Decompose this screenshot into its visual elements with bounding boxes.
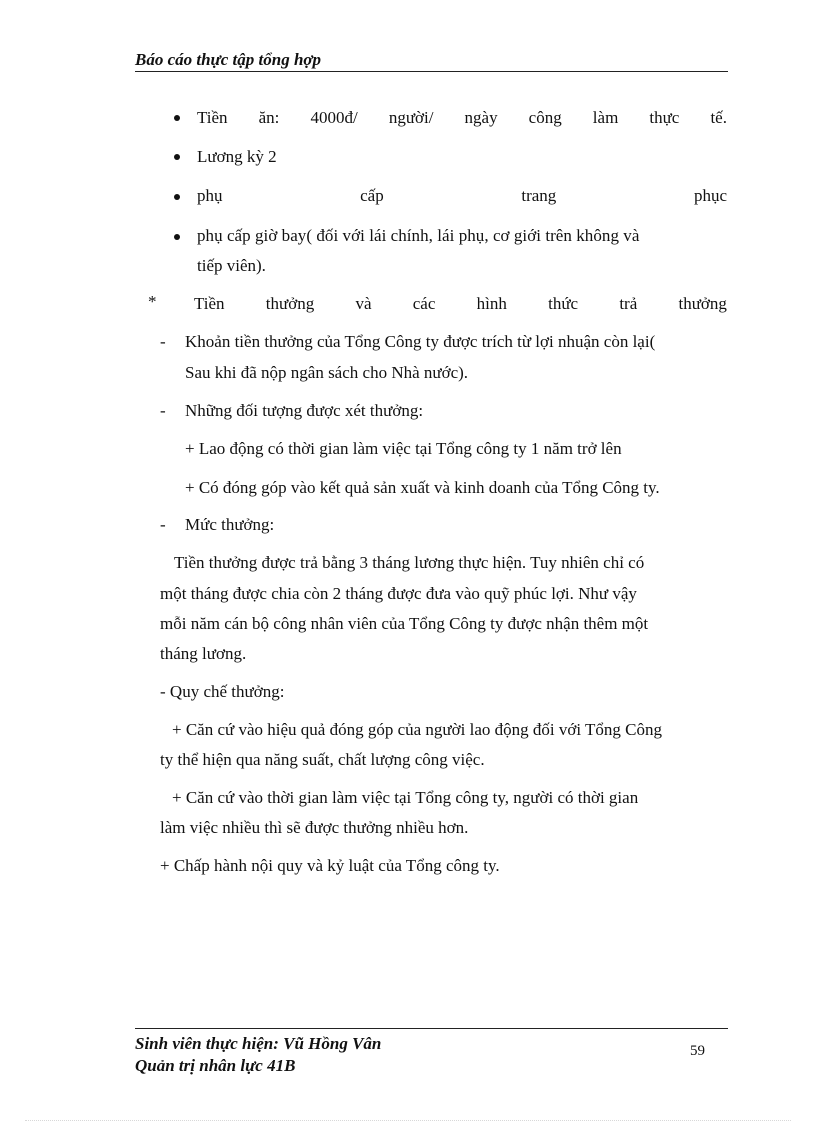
word: làm [592,108,619,127]
page-edge-divider [25,1120,791,1121]
word: phục [693,186,727,205]
dash-marker: - [160,515,166,534]
bullet-item-uniform [197,186,727,206]
bullet-dot-icon [174,154,180,160]
dash-item-bonus-level: Mức thưởng: [185,515,275,534]
bullet-item-flight-allowance-cont: tiếp viên). [197,256,266,275]
word: các [412,294,436,313]
bonus-rules-title: - Quy chế thưởng: [160,682,285,701]
paragraph-line: tháng lương. [160,644,247,663]
word: ăn: [258,108,280,127]
dash-marker: - [160,332,166,351]
bullet-dot-icon [174,194,180,200]
rule-item-efficiency: + Căn cứ vào hiệu quả đóng góp của người lao động đối với Tổng Công [172,720,662,739]
rule-item-discipline: + Chấp hành nội quy và kỷ luật của Tổng công ty. [160,856,500,875]
word: người/ [388,108,434,127]
bullet-dot-icon [174,234,180,240]
footer-student: Sinh viên thực hiện: Vũ Hồng Vân [135,1034,382,1053]
section-heading [194,294,727,314]
paragraph-line: mỗi năm cán bộ công nhân viên của Tổng Công ty được nhận thêm một [160,614,649,633]
paragraph-line: một tháng được chia còn 2 tháng được đưa vào quỹ phúc lợi. Như vậy [160,584,637,603]
bullet-item-flight-allowance: phụ cấp giờ bay( đối với lái chính, lái phụ, cơ giới trên không và [197,226,640,245]
rule-item-tenure: + Căn cứ vào thời gian làm việc tại Tổng công ty, người có thời gian [172,788,639,807]
plus-item-tenure: + Lao động có thời gian làm việc tại Tổng công ty 1 năm trở lên [185,439,622,458]
paragraph-line: Tiền thưởng được trả bằng 3 tháng lương thực hiện. Tuy nhiên chỉ có [174,553,645,572]
word: trả [619,294,638,313]
section-marker: * [148,292,157,311]
word: thức [548,294,579,313]
word: thực [649,108,680,127]
bullet-item-meal-allowance [197,108,727,128]
word: thưởng [678,294,727,313]
plus-item-contribution: + Có đóng góp vào kết quả sản xuất và kinh doanh của Tổng Công ty. [185,478,660,497]
page-header [135,50,728,72]
rule-item-tenure-cont: làm việc nhiều thì sẽ được thưởng nhiều hơn. [160,818,469,837]
bullet-dot-icon [174,115,180,121]
word: hình [476,294,507,313]
word: 4000đ/ [310,108,358,127]
word: thưởng [265,294,315,313]
rule-item-efficiency-cont: ty thể hiện qua năng suất, chất lượng công việc. [160,750,485,769]
page-footer [135,1028,728,1077]
bullet-item-salary: Lương kỳ 2 [197,147,277,166]
dash-item-bonus-source-cont: Sau khi đã nộp ngân sách cho Nhà nước). [185,363,469,382]
dash-marker: - [160,401,166,420]
word: trang [521,186,557,205]
word: cấp [360,186,384,205]
word: Tiền [194,294,225,313]
footer-class: Quản trị nhân lực 41B [135,1056,296,1075]
word: công [528,108,562,127]
word: Tiền [197,108,228,127]
word: phụ [197,186,223,205]
word: ngày [464,108,498,127]
page-number: 59 [690,1043,705,1059]
word: tế. [710,108,727,127]
dash-item-eligible: Những đối tượng được xét thưởng: [185,401,424,420]
word: và [355,294,372,313]
header-title: Báo cáo thực tập tổng hợp [135,50,322,69]
dash-item-bonus-source: Khoản tiền thưởng của Tổng Công ty được trích từ lợi nhuận còn lại( [185,332,656,351]
